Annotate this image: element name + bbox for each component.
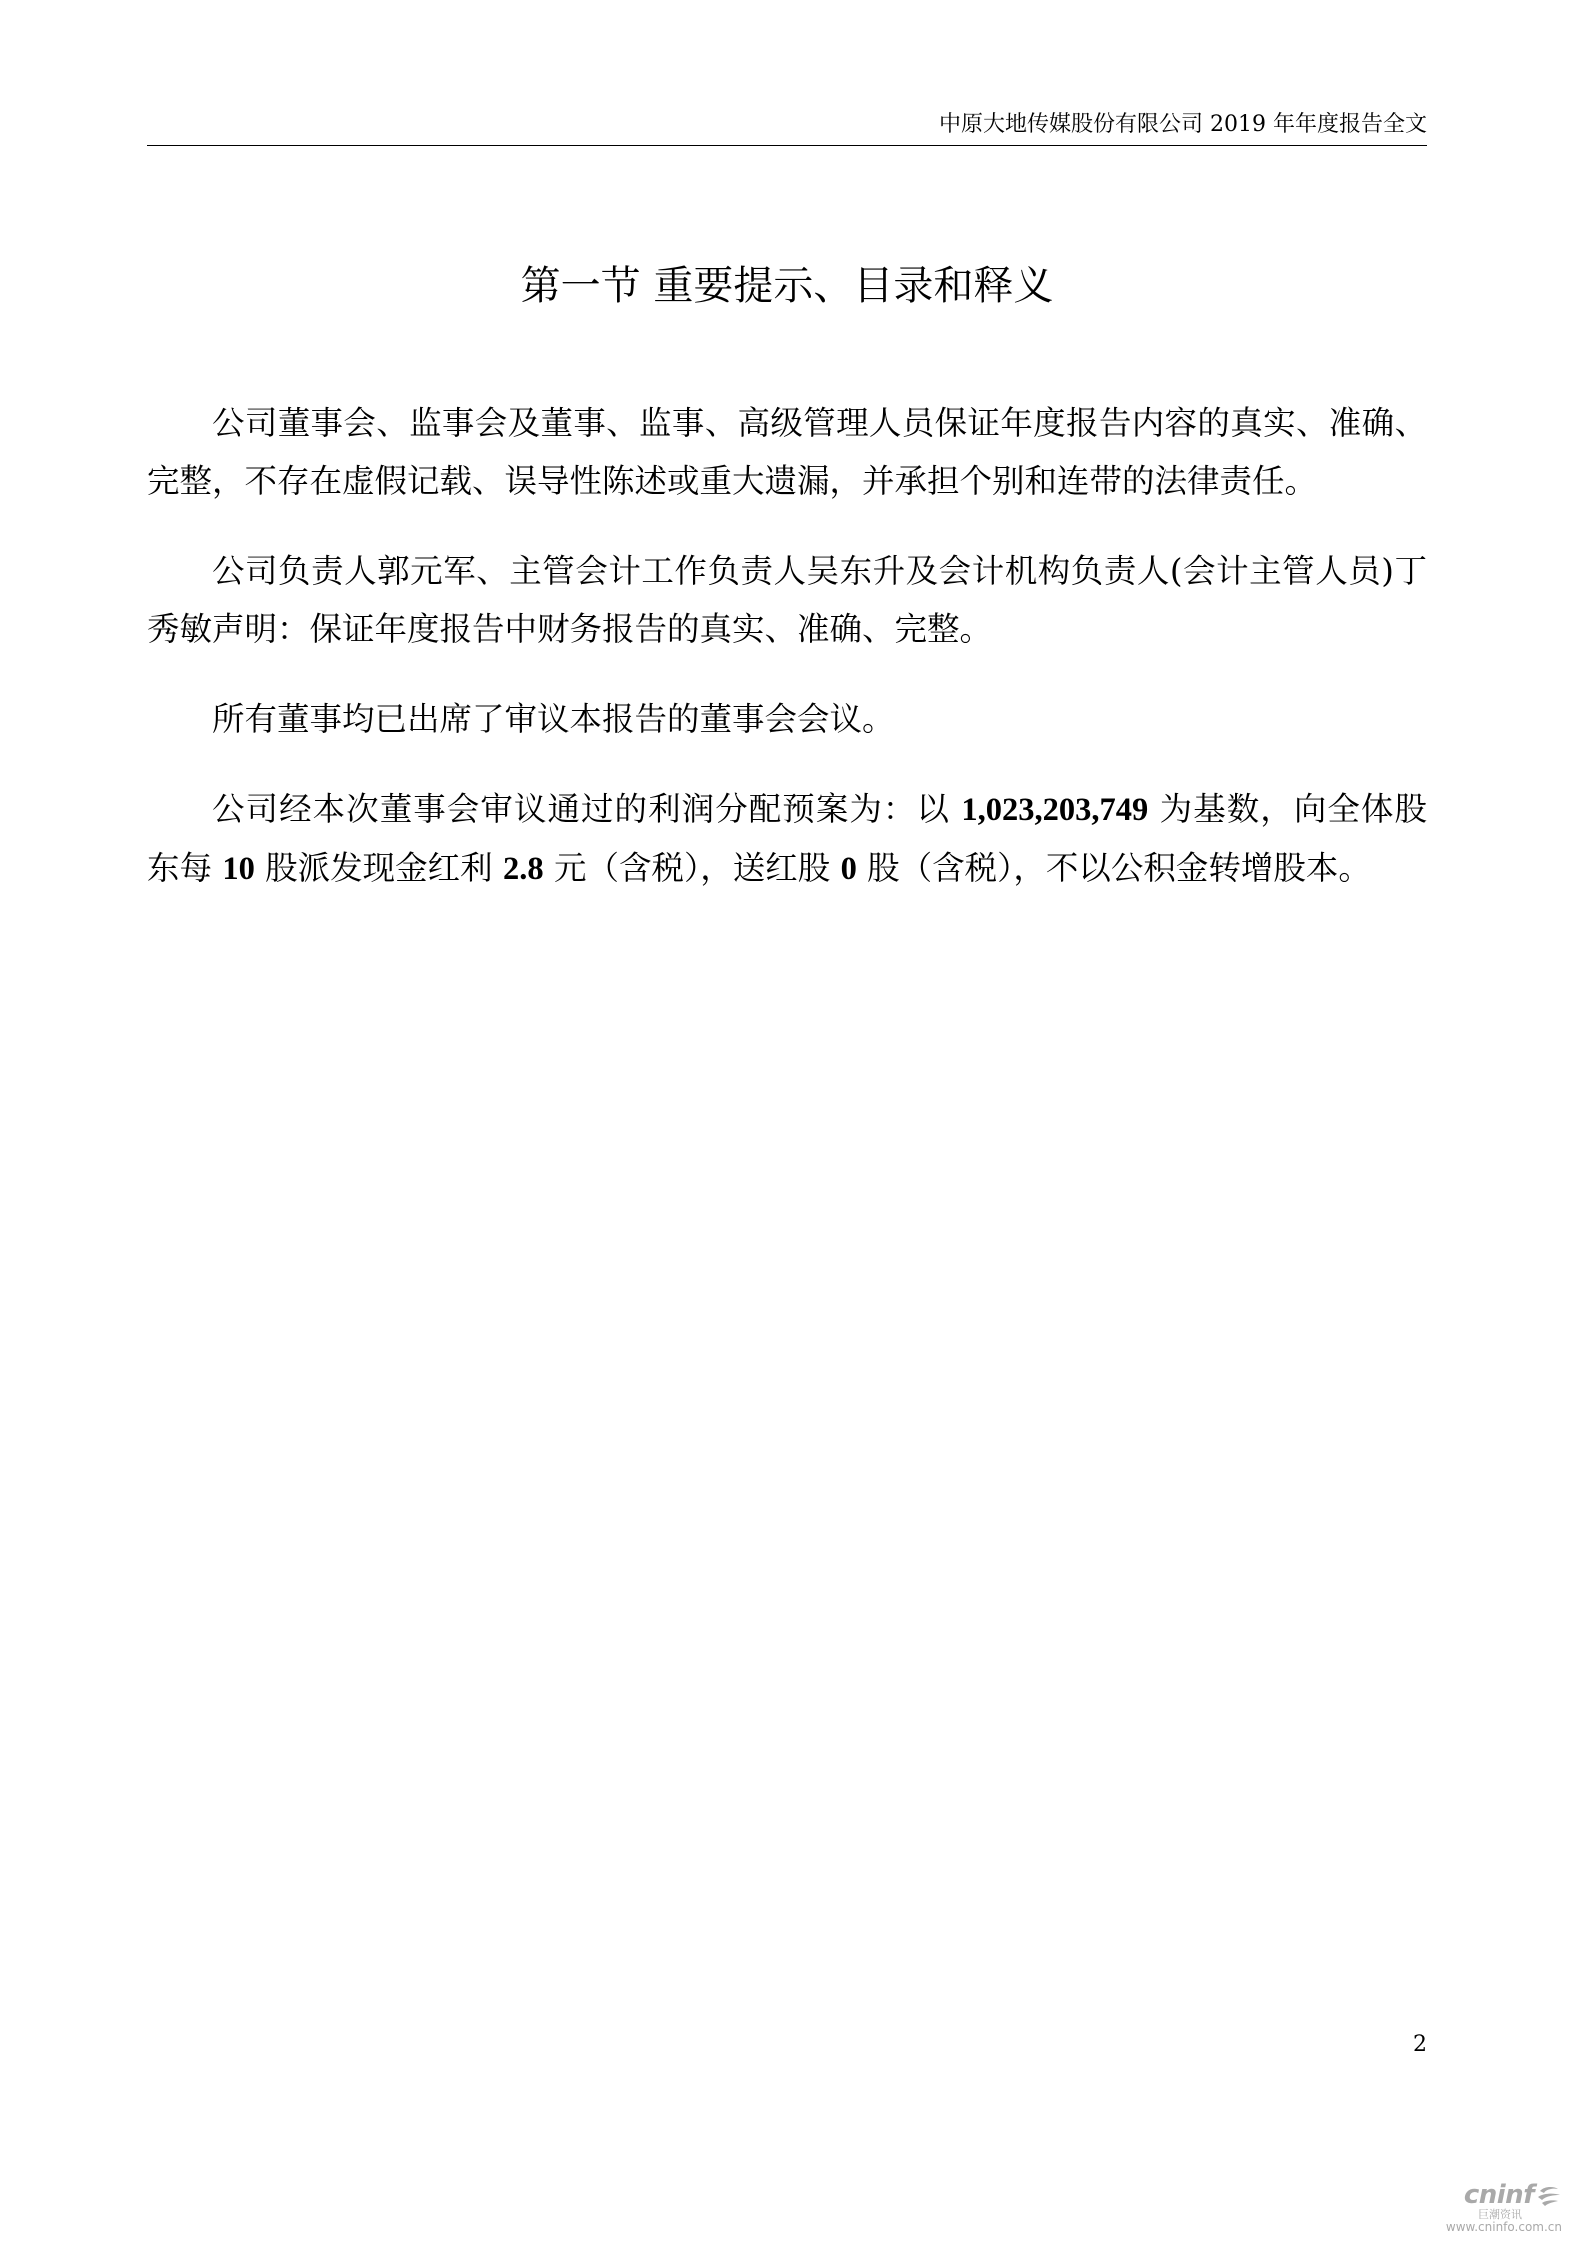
financial-report-declaration: 公司负责人郭元军、主管会计工作负责人吴东升及会计机构负责人(会计主管人员)丁秀敏声明：保证年度报告中财务报告的真实、准确、完整。 bbox=[147, 552, 1427, 648]
section-title: 第一节 重要提示、目录和释义 bbox=[520, 263, 1054, 309]
plan-text-5: 股（含税），不以公积金转增股本。 bbox=[856, 849, 1371, 887]
watermark-brand-cn: 巨潮资讯 bbox=[1478, 2208, 1522, 2221]
report-body bbox=[147, 394, 1427, 930]
header-divider bbox=[147, 145, 1427, 146]
plan-text-4: 元（含税），送红股 bbox=[543, 849, 841, 887]
responsibility-statement: 公司董事会、监事会及董事、监事、高级管理人员保证年度报告内容的真实、准确、完整，不存在虚假记载、误导性陈述或重大遗漏，并承担个别和连带的法律责任。 bbox=[147, 404, 1427, 500]
plan-text-3: 股派发现金红利 bbox=[254, 849, 504, 887]
watermark-brand: cninf bbox=[1463, 2180, 1534, 2210]
profit-distribution-plan bbox=[147, 780, 1427, 898]
plan-text-2: 为基数，向全体股东每 bbox=[147, 790, 1427, 887]
watermark-url: www.cninfo.com.cn bbox=[1445, 2220, 1562, 2234]
plan-text-1: 公司经本次董事会审议通过的利润分配预案为：以 bbox=[212, 790, 962, 828]
per-shares-value: 10 bbox=[222, 851, 255, 887]
report-header-title: 中原大地传媒股份有限公司 2019 年年度报告全文 bbox=[939, 112, 1427, 137]
cash-dividend-value: 2.8 bbox=[503, 851, 544, 887]
page-number: 2 bbox=[1413, 2032, 1427, 2057]
cninfo-watermark bbox=[1427, 2182, 1562, 2234]
board-attendance-statement: 所有董事均已出席了审议本报告的董事会会议。 bbox=[212, 700, 895, 738]
base-shares-value: 1,023,203,749 bbox=[961, 792, 1149, 828]
cninfo-logo-icon bbox=[1536, 2183, 1562, 2207]
bonus-shares-value: 0 bbox=[840, 851, 857, 887]
